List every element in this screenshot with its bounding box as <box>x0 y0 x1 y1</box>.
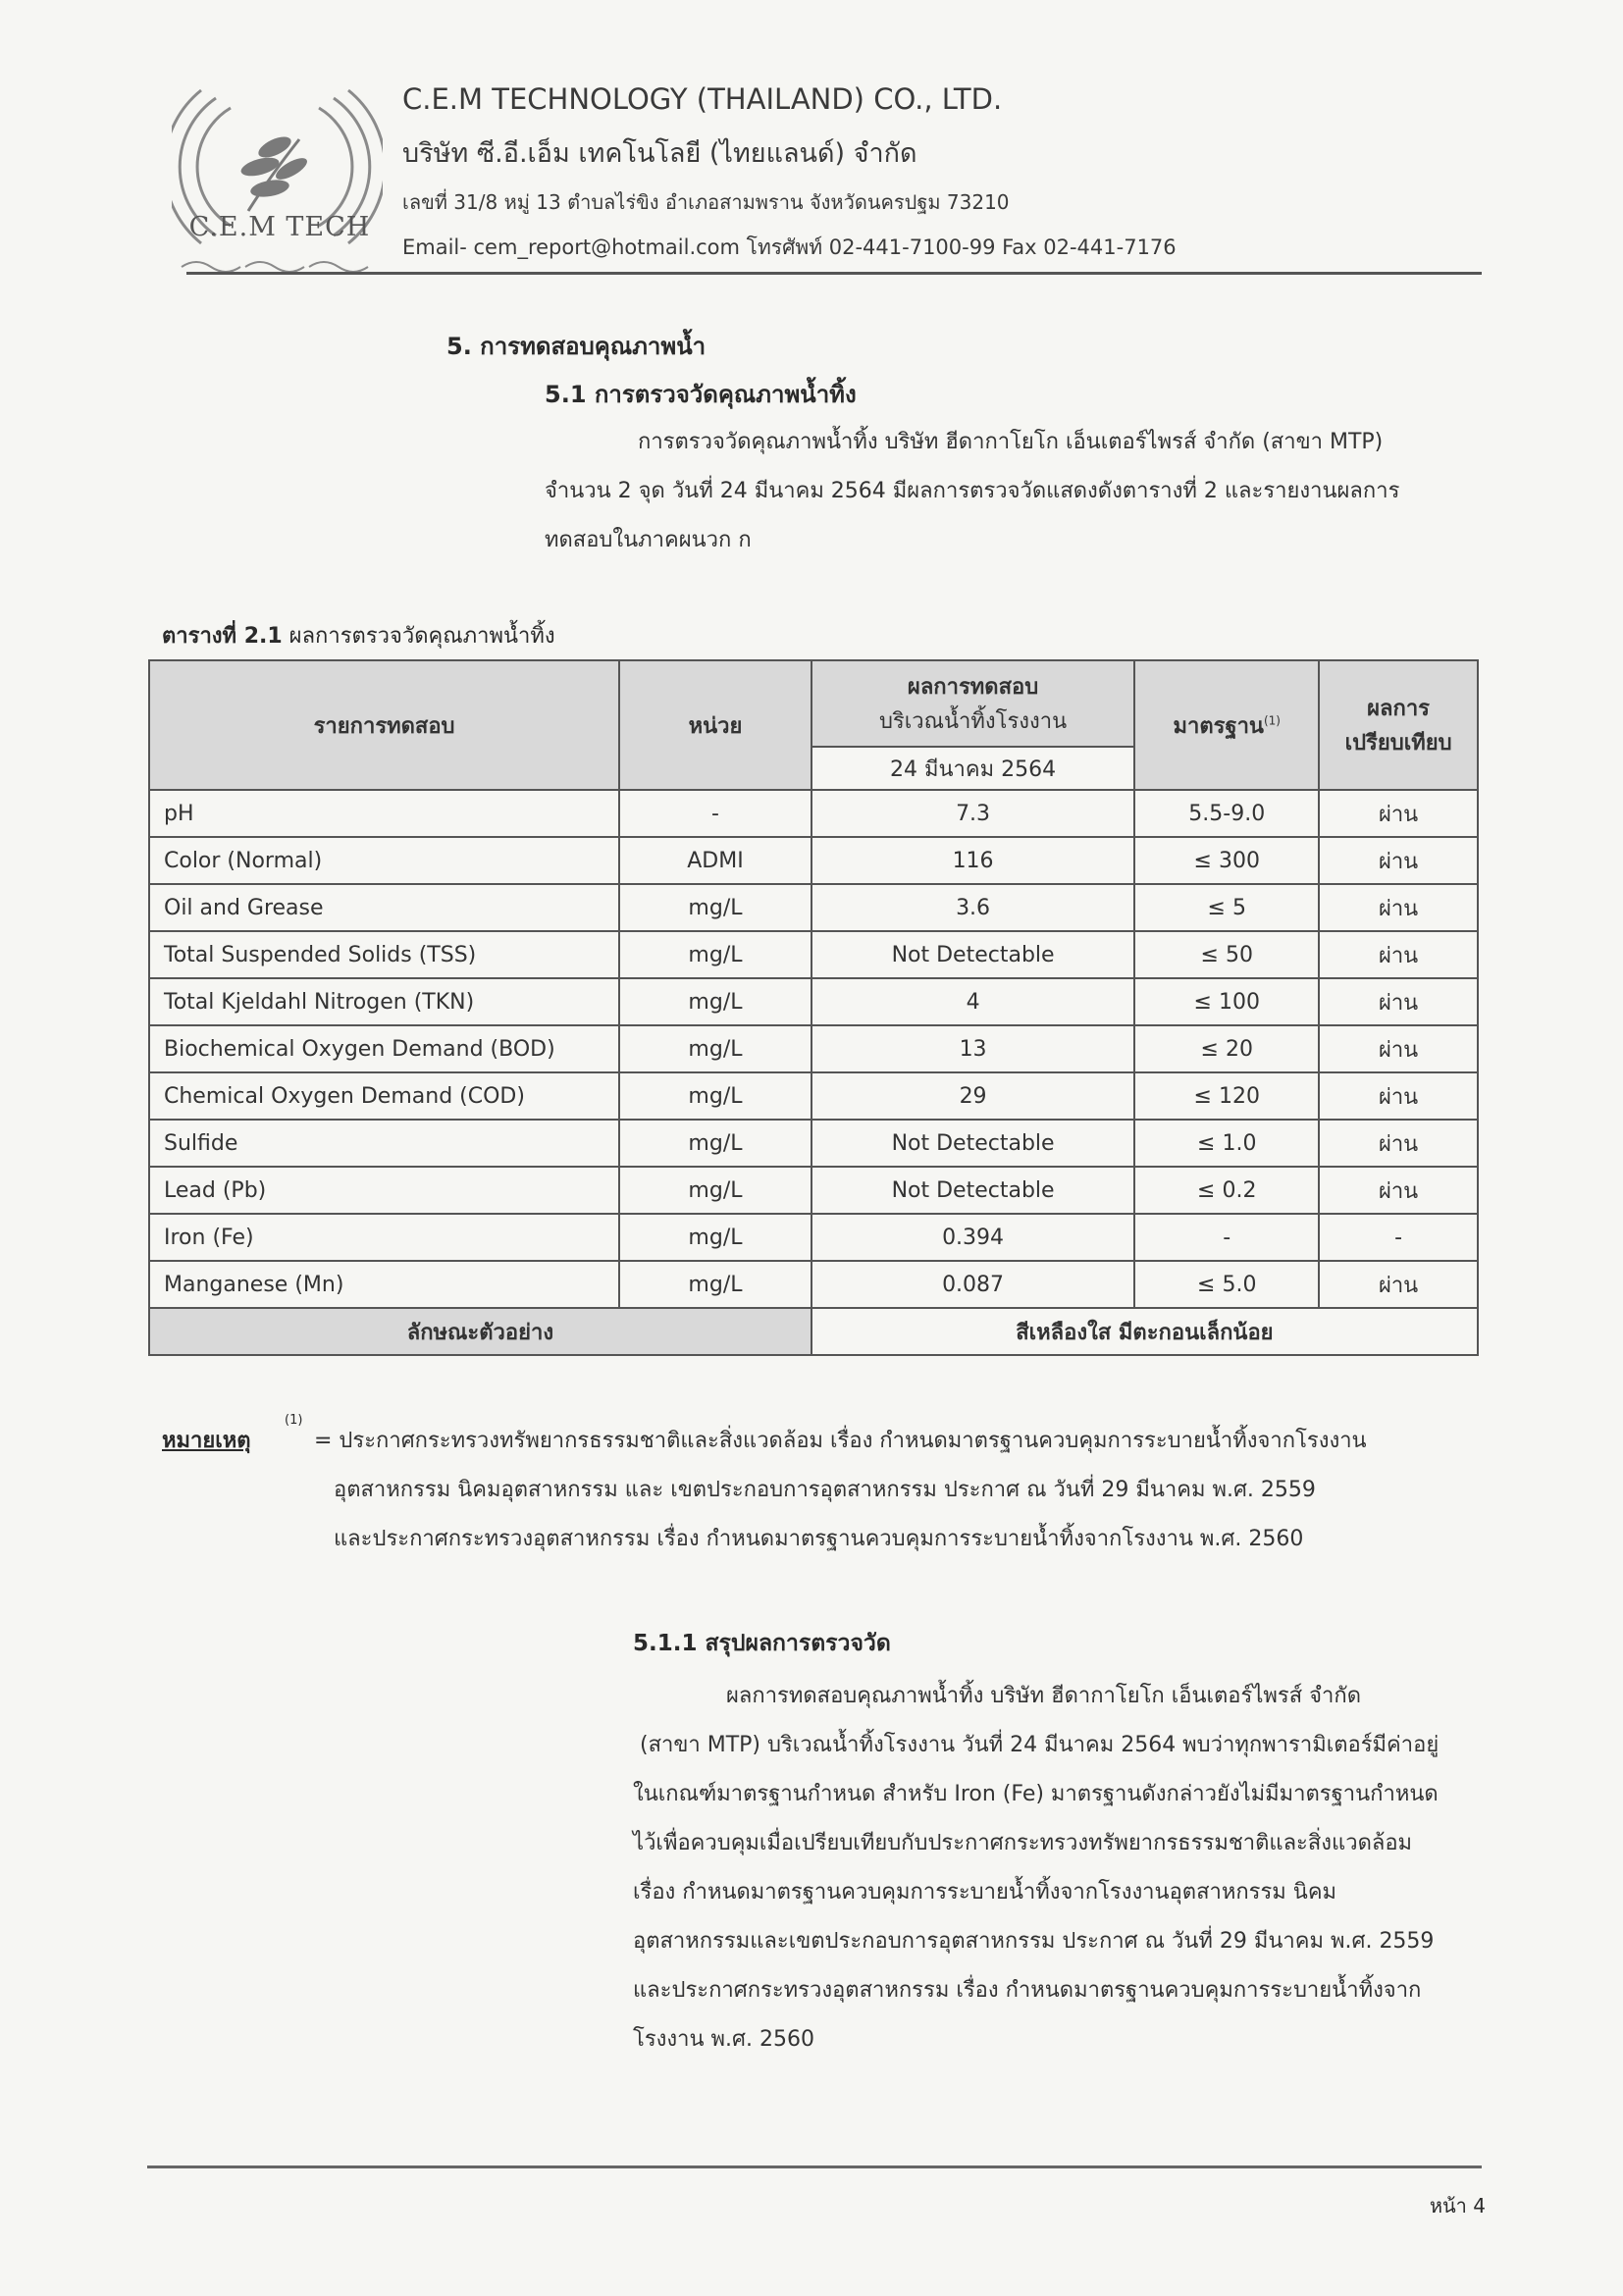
header-standard <box>1134 660 1319 790</box>
cell-result: Not Detectable <box>812 1167 1135 1214</box>
cell-compare: ผ่าน <box>1319 790 1478 837</box>
note-label: หมายเหตุ <box>162 1429 251 1453</box>
header-compare-line2: เปรียบเทียบ <box>1344 731 1452 756</box>
cell-standard: ≤ 1.0 <box>1134 1120 1319 1167</box>
sample-character-label: ลักษณะตัวอย่าง <box>149 1308 812 1355</box>
section-heading: 5. การทดสอบคุณภาพน้ำ <box>446 333 707 360</box>
footer-divider <box>147 2166 1482 2168</box>
cell-item: Biochemical Oxygen Demand (BOD) <box>149 1025 619 1072</box>
cell-result: Not Detectable <box>812 1120 1135 1167</box>
intro-paragraph-line: ทดสอบในภาคผนวก ก <box>545 528 752 552</box>
company-name-th: บริษัท ซี.อี.เอ็ม เทคโนโลยี (ไทยแลนด์) จำกัด <box>402 138 917 169</box>
results-table-body <box>149 790 1478 1308</box>
cell-standard: ≤ 100 <box>1134 978 1319 1025</box>
cell-compare: ผ่าน <box>1319 1072 1478 1120</box>
cell-item: Manganese (Mn) <box>149 1261 619 1308</box>
header-divider <box>186 272 1482 275</box>
table-row <box>149 1214 1478 1261</box>
cell-unit: mg/L <box>619 884 812 931</box>
cell-compare: ผ่าน <box>1319 1025 1478 1072</box>
cell-standard: ≤ 5.0 <box>1134 1261 1319 1308</box>
cell-standard: ≤ 50 <box>1134 931 1319 978</box>
cell-unit: - <box>619 790 812 837</box>
company-contact: Email- cem_report@hotmail.com โทรศัพท์ 02-441-7100-99 Fax 02-441-7176 <box>402 235 1177 259</box>
cell-result: Not Detectable <box>812 931 1135 978</box>
cell-unit: ADMI <box>619 837 812 884</box>
table-caption-number: ตารางที่ 2.1 <box>162 624 283 649</box>
cell-item: Total Suspended Solids (TSS) <box>149 931 619 978</box>
cell-item: pH <box>149 790 619 837</box>
cell-result: 13 <box>812 1025 1135 1072</box>
summary-line: ไว้เพื่อควบคุมเมื่อเปรียบเทียบกับประกาศกระทรวงทรัพยากรธรรมชาติและสิ่งแวดล้อม <box>633 1831 1413 1855</box>
table-row <box>149 931 1478 978</box>
cell-compare: ผ่าน <box>1319 837 1478 884</box>
summary-line: อุตสาหกรรมและเขตประกอบการอุตสาหกรรม ประกาศ ณ วันที่ 29 มีนาคม พ.ศ. 2559 <box>633 1929 1435 1954</box>
company-name-en: C.E.M TECHNOLOGY (THAILAND) CO., LTD. <box>402 82 1003 116</box>
table-row <box>149 884 1478 931</box>
note-line: อุตสาหกรรม นิคมอุตสาหกรรม และ เขตประกอบการอุตสาหกรรม ประกาศ ณ วันที่ 29 มีนาคม พ.ศ. 2559 <box>334 1478 1316 1502</box>
table-row <box>149 1120 1478 1167</box>
note-line: = ประกาศกระทรวงทรัพยากรธรรมชาติและสิ่งแวดล้อม เรื่อง กำหนดมาตรฐานควบคุมการระบายน้ำทิ้งจากโรงงาน <box>314 1429 1367 1453</box>
cell-standard: ≤ 20 <box>1134 1025 1319 1072</box>
cell-unit: mg/L <box>619 978 812 1025</box>
table-row <box>149 790 1478 837</box>
summary-line: ในเกณฑ์มาตรฐานกำหนด สำหรับ Iron (Fe) มาตรฐานดังกล่าวยังไม่มีมาตรฐานกำหนด <box>633 1782 1439 1806</box>
cell-standard: ≤ 0.2 <box>1134 1167 1319 1214</box>
cell-result: 7.3 <box>812 790 1135 837</box>
summary-heading: 5.1.1 สรุปผลการตรวจวัด <box>633 1631 891 1656</box>
cell-standard: ≤ 300 <box>1134 837 1319 884</box>
note-line: และประกาศกระทรวงอุตสาหกรรม เรื่อง กำหนดมาตรฐานควบคุมการระบายน้ำทิ้งจากโรงงาน พ.ศ. 2560 <box>334 1527 1304 1551</box>
logo-wordmark: C.E.M TECH <box>188 212 371 242</box>
table-row <box>149 1072 1478 1120</box>
results-table <box>148 659 1479 1356</box>
company-logo-icon <box>172 78 383 275</box>
cell-item: Sulfide <box>149 1120 619 1167</box>
cell-standard: ≤ 120 <box>1134 1072 1319 1120</box>
intro-paragraph-line: การตรวจวัดคุณภาพน้ำทิ้ง บริษัท ฮีดากาโยโก เอ็นเตอร์ไพรส์ จำกัด (สาขา MTP) <box>638 430 1384 454</box>
summary-line: เรื่อง กำหนดมาตรฐานควบคุมการระบายน้ำทิ้งจากโรงงานอุตสาหกรรม นิคม <box>633 1880 1337 1905</box>
cell-standard: - <box>1134 1214 1319 1261</box>
sample-character-value: สีเหลืองใส มีตะกอนเล็กน้อย <box>812 1308 1478 1355</box>
cell-result: 0.087 <box>812 1261 1135 1308</box>
cell-unit: mg/L <box>619 931 812 978</box>
summary-line: โรงงาน พ.ศ. 2560 <box>633 2027 814 2052</box>
table-caption <box>162 618 555 652</box>
cell-result: 4 <box>812 978 1135 1025</box>
header-standard-sup: (1) <box>1263 713 1281 728</box>
cell-compare: ผ่าน <box>1319 884 1478 931</box>
company-address: เลขที่ 31/8 หมู่ 13 ตำบลไร่ขิง อำเภอสามพราน จังหวัดนครปฐม 73210 <box>402 190 1010 214</box>
cell-item: Iron (Fe) <box>149 1214 619 1261</box>
cell-item: Lead (Pb) <box>149 1167 619 1214</box>
cell-compare: ผ่าน <box>1319 1261 1478 1308</box>
cell-compare: - <box>1319 1214 1478 1261</box>
cell-result: 0.394 <box>812 1214 1135 1261</box>
cell-unit: mg/L <box>619 1025 812 1072</box>
cell-unit: mg/L <box>619 1214 812 1261</box>
header-result-line1: ผลการทดสอบ <box>907 675 1039 700</box>
header-compare <box>1319 660 1478 790</box>
cell-unit: mg/L <box>619 1072 812 1120</box>
note-superscript: (1) <box>285 1413 303 1428</box>
cell-standard: 5.5-9.0 <box>1134 790 1319 837</box>
table-row <box>149 1261 1478 1308</box>
cell-compare: ผ่าน <box>1319 1120 1478 1167</box>
summary-line: (สาขา MTP) บริเวณน้ำทิ้งโรงงาน วันที่ 24 มีนาคม 2564 พบว่าทุกพารามิเตอร์มีค่าอยู่ <box>640 1733 1440 1757</box>
header-result-line2: บริเวณน้ำทิ้งโรงงาน <box>878 709 1068 734</box>
table-caption-text: ผลการตรวจวัดคุณภาพน้ำทิ้ง <box>282 624 555 649</box>
cell-compare: ผ่าน <box>1319 1167 1478 1214</box>
cell-result: 29 <box>812 1072 1135 1120</box>
cell-compare: ผ่าน <box>1319 931 1478 978</box>
table-row <box>149 1167 1478 1214</box>
page-number: หน้า 4 <box>1429 2194 1486 2218</box>
header-compare-line1: ผลการ <box>1367 697 1431 721</box>
cell-unit: mg/L <box>619 1261 812 1308</box>
cell-compare: ผ่าน <box>1319 978 1478 1025</box>
table-row <box>149 837 1478 884</box>
cell-standard: ≤ 5 <box>1134 884 1319 931</box>
header-result-date: 24 มีนาคม 2564 <box>812 747 1135 790</box>
cell-item: Chemical Oxygen Demand (COD) <box>149 1072 619 1120</box>
header-result <box>812 660 1135 747</box>
cell-item: Oil and Grease <box>149 884 619 931</box>
header-standard-label: มาตรฐาน <box>1173 713 1264 739</box>
header-unit: หน่วย <box>619 660 812 790</box>
cell-item: Color (Normal) <box>149 837 619 884</box>
table-row <box>149 1025 1478 1072</box>
intro-paragraph-line: จำนวน 2 จุด วันที่ 24 มีนาคม 2564 มีผลการตรวจวัดแสดงดังตารางที่ 2 และรายงานผลการ <box>545 479 1400 503</box>
cell-result: 116 <box>812 837 1135 884</box>
subsection-heading: 5.1 การตรวจวัดคุณภาพน้ำทิ้ง <box>545 381 857 408</box>
table-row <box>149 978 1478 1025</box>
cell-result: 3.6 <box>812 884 1135 931</box>
summary-line: ผลการทดสอบคุณภาพน้ำทิ้ง บริษัท ฮีดากาโยโก เอ็นเตอร์ไพรส์ จำกัด <box>726 1684 1361 1708</box>
summary-line: และประกาศกระทรวงอุตสาหกรรม เรื่อง กำหนดมาตรฐานควบคุมการระบายน้ำทิ้งจาก <box>633 1978 1422 2003</box>
cell-unit: mg/L <box>619 1120 812 1167</box>
header-item: รายการทดสอบ <box>149 660 619 790</box>
cell-unit: mg/L <box>619 1167 812 1214</box>
cell-item: Total Kjeldahl Nitrogen (TKN) <box>149 978 619 1025</box>
